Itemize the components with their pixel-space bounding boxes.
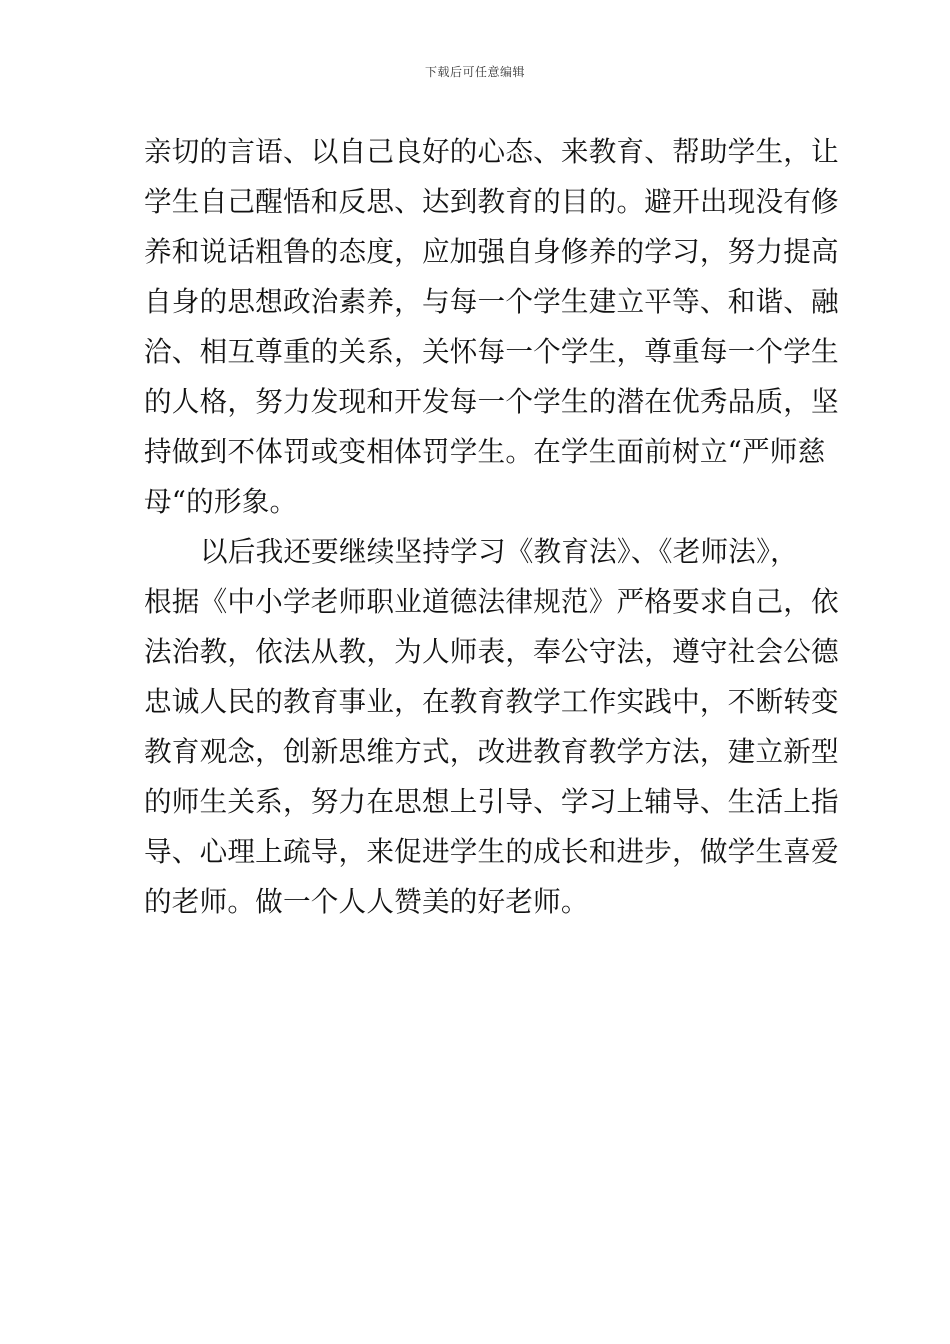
text-line: 自身的思想政治素养，与每一个学生建立平等、和谐、融 xyxy=(144,285,839,318)
text-line: 持做到不体罚或变相体罚学生。在学生面前树立“严师慈 xyxy=(144,435,826,468)
text-line: 忠诚人民的教育事业，在教育教学工作实践中，不断转变 xyxy=(144,685,839,718)
text-line: 养和说话粗鲁的态度，应加强自身修养的学习，努力提高 xyxy=(144,235,839,268)
text-line: 根据《中小学老师职业道德法律规范》严格要求自己，依 xyxy=(144,585,839,618)
text-line: 教育观念，创新思维方式，改进教育教学方法，建立新型 xyxy=(144,735,839,768)
text-line: 亲切的言语、以自己良好的心态、来教育、帮助学生，让 xyxy=(144,135,839,168)
paragraph-first-line: 以后我还要继续坚持学习《教育法》、《老师法》， xyxy=(200,535,798,568)
text-line: 导、心理上疏导，来促进学生的成长和进步，做学生喜爱 xyxy=(144,835,839,868)
text-line: 的人格，努力发现和开发每一个学生的潜在优秀品质，坚 xyxy=(144,385,839,418)
text-line: 母“的形象。 xyxy=(144,485,298,518)
text-line: 法治教，依法从教，为人师表，奉公守法，遵守社会公德 xyxy=(144,635,839,668)
page-header: 下载后可任意编辑 xyxy=(424,65,525,79)
document-body xyxy=(144,127,839,927)
text-line: 洽、相互尊重的关系，关怀每一个学生，尊重每一个学生 xyxy=(144,335,839,368)
text-line: 的老师。做一个人人赞美的好老师。 xyxy=(144,885,589,918)
text-line: 学生自己醒悟和反思、达到教育的目的。避开出现没有修 xyxy=(144,185,839,218)
text-line: 的师生关系，努力在思想上引导、学习上辅导、生活上指 xyxy=(144,785,839,818)
